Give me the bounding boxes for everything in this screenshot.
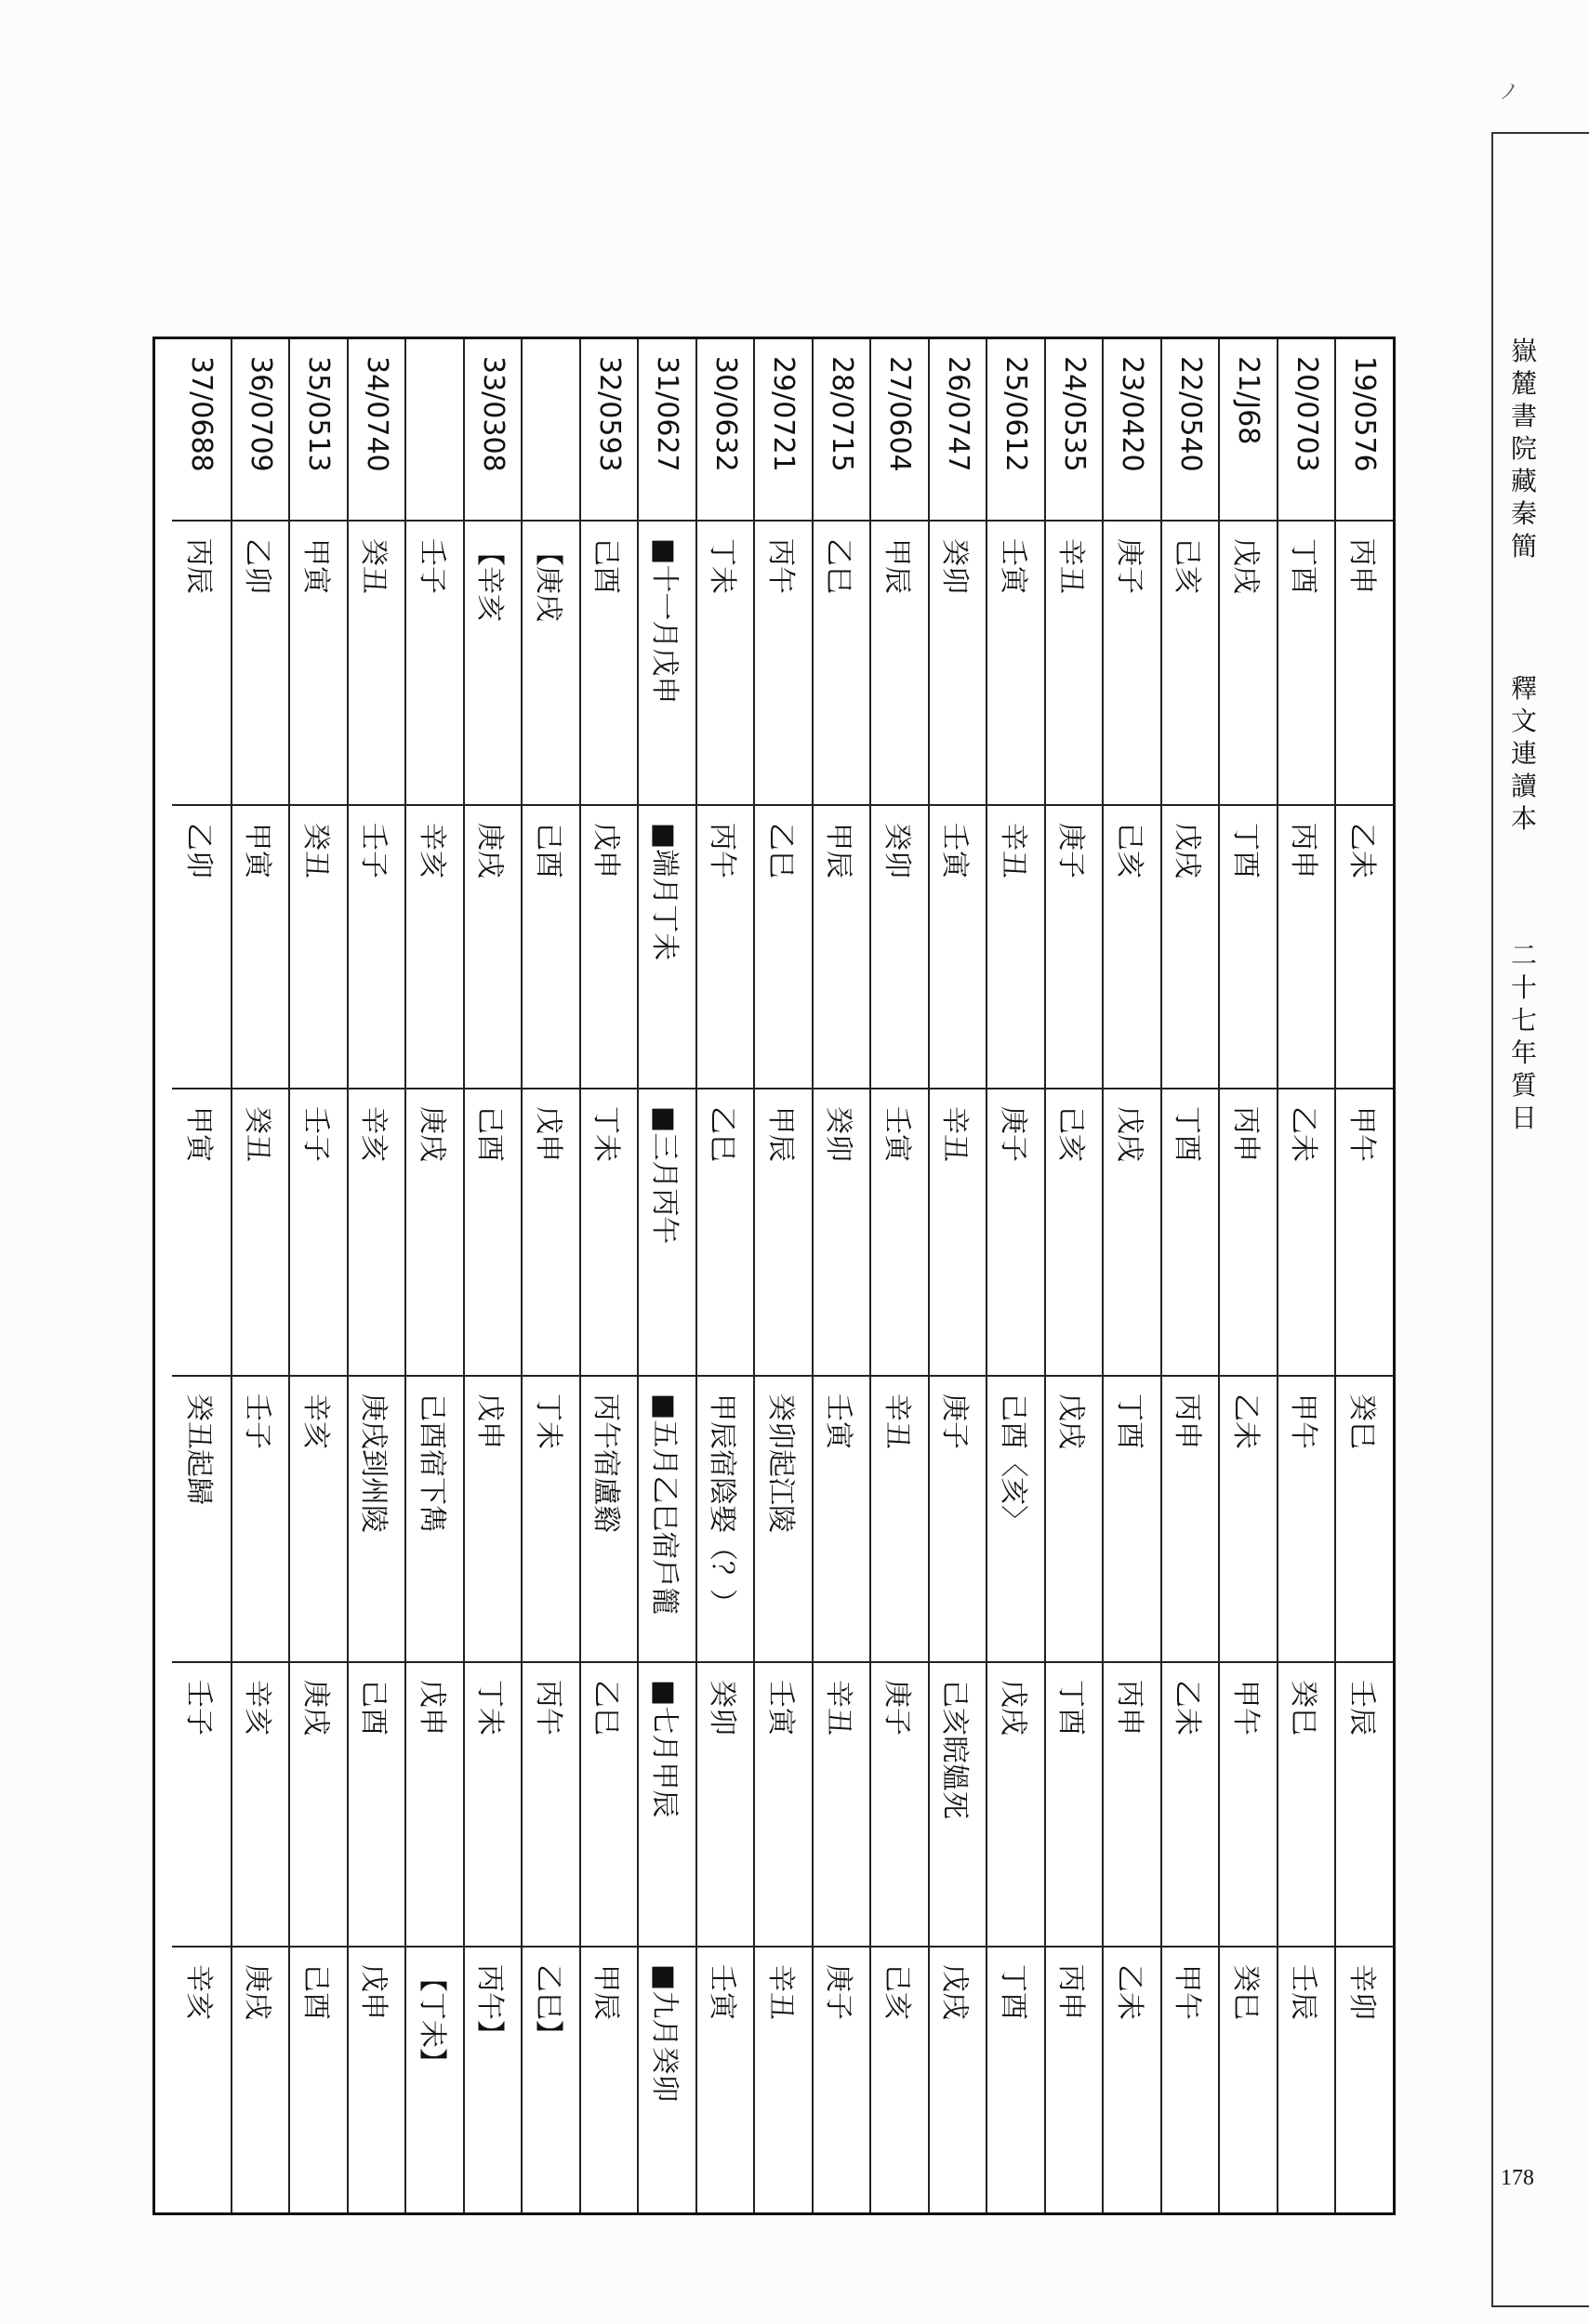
table-row [1044,339,1103,2212]
table-cell: 丙申 [1054,1964,1088,2020]
table-cell: 戊申 [523,1089,580,1377]
table-cell: 乙未 [1337,806,1394,1089]
book-title: 嶽麓書院藏秦簡 [1510,336,1541,561]
table-cell: 癸丑 [232,1089,289,1377]
table-row [638,339,696,2212]
table-cell: 辛丑 [814,1663,870,1948]
table-cell: 癸巳 [1278,1663,1335,1948]
slip-number-cell: 34/0740 [349,339,405,522]
table-cell: 乙未 [1221,1377,1278,1663]
table-cell: 戊戌 [988,1663,1045,1948]
table-cell: 丁酉 [1221,806,1278,1089]
table-cell: 壬子 [232,1377,289,1663]
slip-number-cell: 22/0540 [1162,339,1219,522]
slip-number-cell: 26/0747 [930,339,987,522]
slip-number-cell: 32/0593 [581,339,638,522]
table-cell: 庚子 [1105,522,1161,806]
table-cell: 乙巳】 [531,1964,564,2048]
table-row [347,339,405,2212]
table-cell: 己亥 [880,1964,913,2020]
table-cell: 乙巳 [581,1663,638,1948]
table-cell: 己酉 [298,1964,332,2020]
table-cell: 己亥睆媼死 [930,1663,987,1948]
table-cell: 辛丑 [1046,522,1103,806]
table-cell: 癸卯 [814,1089,870,1377]
table-cell: 丙午宿盧谿 [581,1377,638,1663]
page-number: 178 [1501,2166,1534,2190]
table-cell: 丙午 [697,806,754,1089]
table-cell: 壬寅 [930,806,987,1089]
table-row [987,339,1045,2212]
table-cell: 甲午 [1221,1663,1278,1948]
table-cell: 庚子 [1046,806,1103,1089]
table-cell: 乙未 [1278,1089,1335,1377]
table-cell: 壬寅 [814,1377,870,1663]
table-cell: 丙辰 [173,522,232,806]
table-cell: 癸巳 [1337,1377,1394,1663]
table-cell: 戊戌 [938,1964,972,2020]
table-cell: 戊戌 [1162,806,1219,1089]
table-cell: 丁未 [465,1663,522,1948]
table-cell: 乙卯 [232,522,289,806]
corner-mark: ノ [1499,81,1520,104]
table-cell: 甲辰 [756,1089,813,1377]
table-cell: 【丁未】 [415,1964,448,2076]
slip-number-cell: 37/0688 [173,339,232,522]
table-cell: 甲辰宿陰娶（？） [697,1377,754,1663]
table-cell: 壬寅 [756,1663,813,1948]
table-cell: 辛卯 [1344,1964,1378,2020]
table-cell: ■三月丙午 [640,1089,696,1377]
section-title: 釋文連讀本 [1510,673,1541,834]
table-row [231,339,289,2212]
table-row [579,339,638,2212]
table-cell: 壬辰 [1287,1964,1320,2020]
table-cell: 己酉 [523,806,580,1089]
table-cell: 壬子 [407,522,464,806]
table-cell: 乙未 [1162,1663,1219,1948]
table-row [1219,339,1278,2212]
table-cell: 癸丑起歸 [173,1377,232,1663]
table-cell: 壬寅 [872,1089,929,1377]
table-cell: 辛丑 [763,1964,797,2020]
slip-number-cell: 35/0513 [291,339,348,522]
table-cell: 壬辰 [1337,1663,1394,1948]
table-row [1277,339,1335,2212]
table-cell: 庚戌 [407,1089,464,1377]
table-cell: 丁酉 [996,1964,1029,2020]
table-row [405,339,464,2212]
slip-number-cell: 31/0627 [640,339,696,522]
table-row [289,339,348,2212]
slip-number-cell [407,339,464,522]
table-cell: 甲辰 [814,806,870,1089]
table-cell: 己亥 [1162,522,1219,806]
table-cell: 乙巳 [697,1089,754,1377]
table-cell: 癸卯 [872,806,929,1089]
slip-number-cell: 19/0576 [1337,339,1394,522]
table-cell: 壬子 [349,806,405,1089]
table-cell: 戊申 [357,1964,391,2020]
table-cell: 辛亥 [349,1089,405,1377]
table-cell: 戊戌 [1046,1377,1103,1663]
table-cell: 甲寅 [232,806,289,1089]
table-cell: 丁未 [697,522,754,806]
table-cell: 癸卯起江陵 [756,1377,813,1663]
table-cell: 己亥 [1046,1089,1103,1377]
table-cell: ■九月癸卯 [647,1964,681,2103]
table-row [1103,339,1161,2212]
table-cell: 壬寅 [706,1964,739,2020]
table-row [463,339,522,2212]
table-cell: 戊戌 [1105,1089,1161,1377]
table-cell: 甲辰 [872,522,929,806]
table-cell: 乙巳 [814,522,870,806]
table-cell: 戊申 [465,1377,522,1663]
table-cell: 庚子 [872,1663,929,1948]
table-cell: 辛丑 [872,1377,929,1663]
table-cell: 戊申 [407,1663,464,1948]
table-cell: 戊戌 [1221,522,1278,806]
table-row [754,339,813,2212]
table-cell: 丁酉 [1162,1089,1219,1377]
table-cell: 辛亥 [181,1964,215,2020]
table-cell: 己酉 [349,1663,405,1948]
table-cell: 己酉宿下雋 [407,1377,464,1663]
table-row [928,339,987,2212]
table-cell: 辛亥 [407,806,464,1089]
slip-number-cell: 20/0703 [1278,339,1335,522]
table-cell: 【庚戌 [523,522,580,806]
slip-number-cell: 24/0535 [1046,339,1103,522]
table-row [812,339,870,2212]
table-cell: 甲午 [1337,1089,1394,1377]
table-cell: ■端月丁未 [640,806,696,1089]
table-cell: 戊申 [581,806,638,1089]
slip-number-cell: 27/0604 [872,339,929,522]
table-cell: ■十一月戊申 [640,522,696,806]
table-cell: 丙申 [1278,806,1335,1089]
table-row [1160,339,1219,2212]
table-cell: 庚子 [822,1964,855,2020]
table-cell: ■五月乙巳宿戶籠 [640,1377,696,1663]
table-cell: 甲寅 [173,1089,232,1377]
table-cell: 丁未 [581,1089,638,1377]
table-cell: 癸巳 [1228,1964,1262,2020]
slip-number-cell [523,339,580,522]
table-cell: ■七月甲辰 [640,1663,696,1948]
table-cell: 甲午 [1171,1964,1204,2020]
table-cell: 庚戌 [241,1964,274,2020]
table-cell: 乙未 [1112,1964,1145,2020]
table-cell: 甲辰 [589,1964,623,2020]
table-cell: 庚子 [988,1089,1045,1377]
table-cell: 庚戌 [465,806,522,1089]
table-row [522,339,580,2212]
table-cell: 癸卯 [697,1663,754,1948]
table-cell: 癸丑 [291,806,348,1089]
table-cell: 丙申 [1162,1377,1219,1663]
table-cell: 己酉〈亥〉 [988,1377,1045,1663]
table-cell: 丁酉 [1046,1663,1103,1948]
table-cell: 丙午 [523,1663,580,1948]
slip-number-cell: 30/0632 [697,339,754,522]
table-cell: 丙午 [756,522,813,806]
table-cell: 甲寅 [291,522,348,806]
table-cell: 辛亥 [291,1377,348,1663]
table-cell: 丙申 [1221,1089,1278,1377]
table-cell: 丙午】 [473,1964,507,2048]
table-cell: 庚戌到州陵 [349,1377,405,1663]
table-cell: 丙申 [1337,522,1394,806]
calendar-table [152,337,1396,2215]
table-cell: 己酉 [465,1089,522,1377]
table-row [1335,339,1394,2212]
table-cell: 辛亥 [232,1663,289,1948]
table-cell: 丁酉 [1278,522,1335,806]
slip-number-cell: 28/0715 [814,339,870,522]
table-cell: 己酉 [581,522,638,806]
table-cell: 【辛亥 [465,522,522,806]
slip-number-cell: 36/0709 [232,339,289,522]
slip-number-cell: 25/0612 [988,339,1045,522]
slip-number-cell: 21/J68 [1221,339,1278,522]
table-cell: 庚戌 [291,1663,348,1948]
table-cell: 甲午 [1278,1377,1335,1663]
table-cell: 辛丑 [930,1089,987,1377]
table-cell: 辛丑 [988,806,1045,1089]
table-row [870,339,929,2212]
table-cell: 己亥 [1105,806,1161,1089]
slip-number-cell: 33/0308 [465,339,522,522]
table-cell: 庚子 [930,1377,987,1663]
table-row [173,339,232,2212]
slip-number-cell: 29/0721 [756,339,813,522]
table-cell: 癸丑 [349,522,405,806]
chapter-title: 二十七年質日 [1510,940,1541,1133]
table-cell: 丁未 [523,1377,580,1663]
table-cell: 壬子 [291,1089,348,1377]
table-cell: 壬寅 [988,522,1045,806]
table-cell: 丙申 [1105,1663,1161,1948]
table-cell: 乙巳 [756,806,813,1089]
table-cell: 壬子 [173,1663,232,1948]
table-cell: 癸卯 [930,522,987,806]
slip-number-cell: 23/0420 [1105,339,1161,522]
table-row [695,339,754,2212]
table-cell: 丁酉 [1105,1377,1161,1663]
table-cell: 乙卯 [173,806,232,1089]
